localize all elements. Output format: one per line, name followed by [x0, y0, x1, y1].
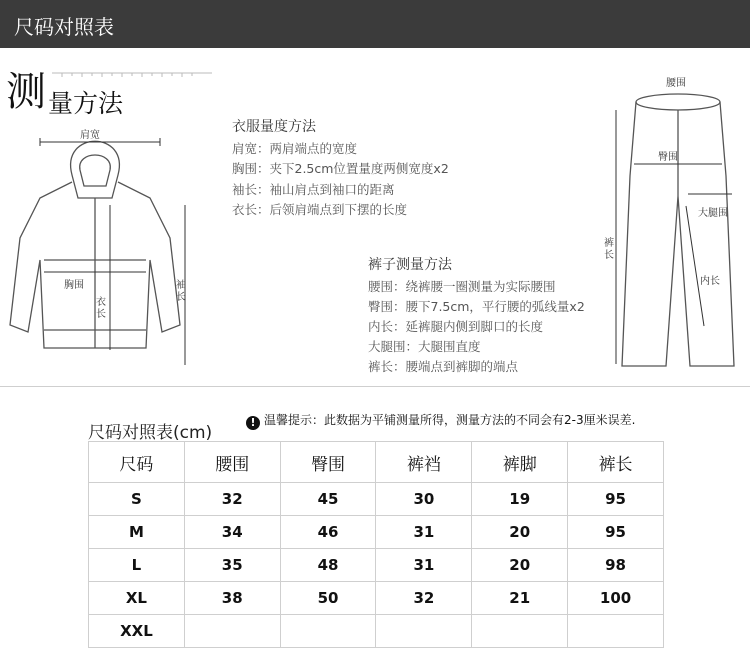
clothes-line: 肩宽：两肩端点的宽度: [232, 141, 358, 156]
jacket-length-label: 衣长: [96, 297, 106, 320]
table-cell: 98: [568, 549, 664, 582]
jacket-illustration: [0, 120, 200, 375]
waist-label: 腰围: [666, 78, 686, 89]
table-row: [89, 582, 664, 615]
header-cell: 腰围: [184, 442, 280, 483]
page-header: [0, 0, 750, 48]
table-cell: 100: [568, 582, 664, 615]
clothes-line: 衣长：后领肩端点到下摆的长度: [232, 202, 408, 217]
table-title: 尺码对照表(cm): [88, 423, 213, 443]
clothes-title: 衣服量度方法: [232, 119, 316, 135]
sleeve-label: 袖长: [176, 280, 186, 303]
table-cell: 34: [184, 516, 280, 549]
pants-line: 臀围：腰下7.5cm，平行腰的弧线量x2: [368, 299, 585, 314]
clothes-line: 袖长：袖山肩点到袖口的距离: [232, 182, 395, 197]
pants-length-label: 裤长: [604, 238, 614, 261]
table-cell: 19: [472, 483, 568, 516]
table-cell: 46: [280, 516, 376, 549]
table-cell: 21: [472, 582, 568, 615]
table-cell: 32: [184, 483, 280, 516]
pants-illustration: [598, 66, 748, 376]
header-cell: 裤长: [568, 442, 664, 483]
table-cell: [568, 615, 664, 648]
chest-label: 胸围: [64, 280, 84, 291]
table-cell: 31: [376, 549, 472, 582]
pants-line: 腰围：绕裤腰一圈测量为实际腰围: [368, 279, 556, 294]
header-title: 尺码对照表: [14, 15, 114, 39]
table-row: [89, 516, 664, 549]
header-cell: 臀围: [280, 442, 376, 483]
pants-line: 裤长：腰端点到裤脚的端点: [368, 359, 519, 374]
table-cell: 50: [280, 582, 376, 615]
size-cell: M: [89, 516, 185, 549]
notice: [246, 411, 635, 430]
header-cell: 裤裆: [376, 442, 472, 483]
table-row: [89, 483, 664, 516]
warning-icon: !: [246, 416, 260, 430]
header-cell: 裤脚: [472, 442, 568, 483]
table-cell: [184, 615, 280, 648]
table-cell: [472, 615, 568, 648]
table-cell: 30: [376, 483, 472, 516]
section-divider: [0, 386, 750, 387]
table-cell: 95: [568, 516, 664, 549]
shoulder-label: 肩宽: [80, 130, 100, 141]
pants-title: 裤子测量方法: [368, 257, 452, 273]
table-cell: 38: [184, 582, 280, 615]
table-cell: 20: [472, 549, 568, 582]
table-cell: 95: [568, 483, 664, 516]
table-cell: 31: [376, 516, 472, 549]
table-header-row: [89, 442, 664, 483]
size-cell: S: [89, 483, 185, 516]
notice-text: 温馨提示：此数据为平铺测量所得，测量方法的不同会有2-3厘米误差.: [264, 413, 636, 427]
pants-line: 大腿围：大腿围直度: [368, 339, 481, 354]
clothes-line: 胸围：夹下2.5cm位置量度两侧宽度x2: [232, 161, 449, 176]
header-cell: 尺码: [89, 442, 185, 483]
table-cell: 20: [472, 516, 568, 549]
table-cell: 32: [376, 582, 472, 615]
table-cell: 35: [184, 549, 280, 582]
method-title-rest: 量方法: [48, 89, 124, 118]
thigh-label: 大腿围: [698, 208, 728, 219]
table-cell: [376, 615, 472, 648]
table-row: [89, 615, 664, 648]
method-title-big: 测: [6, 69, 46, 115]
size-cell: XL: [89, 582, 185, 615]
size-cell: L: [89, 549, 185, 582]
table-cell: [280, 615, 376, 648]
ruler-decoration: [52, 72, 212, 78]
hip-label: 臀围: [658, 152, 678, 163]
table-row: [89, 549, 664, 582]
inseam-label: 内长: [700, 276, 720, 287]
table-cell: 45: [280, 483, 376, 516]
size-cell: XXL: [89, 615, 185, 648]
size-table: [88, 441, 664, 648]
table-cell: 48: [280, 549, 376, 582]
pants-line: 内长：延裤腿内侧到脚口的长度: [368, 319, 544, 334]
